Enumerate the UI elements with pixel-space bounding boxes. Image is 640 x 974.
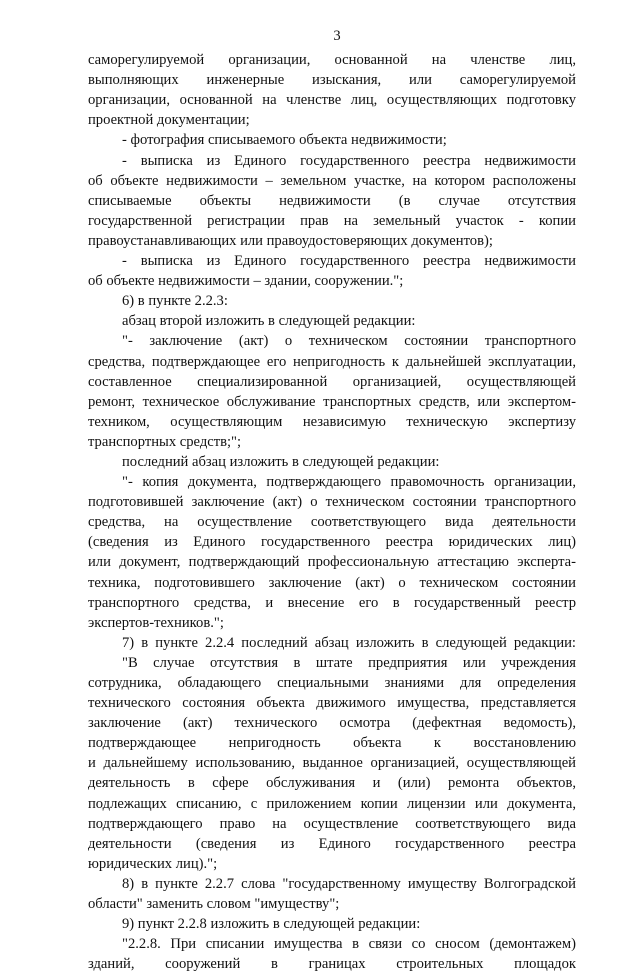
text-line: 7) в пункте 2.2.4 последний абзац изложить в следующей редакции: <box>122 634 576 651</box>
text-line: проектной документации; <box>88 112 250 129</box>
text-line: последний абзац изложить в следующей редакции: <box>122 453 440 470</box>
text-line: абзац второй изложить в следующей редакции: <box>122 313 416 330</box>
text-line: подлежащих списанию, с приложением копии лицензии или документа, <box>88 795 576 812</box>
text-line: транспортного средства, и внесение его в государственный реестр <box>88 594 576 611</box>
text-line: 8) в пункте 2.2.7 слова "государственному имуществу Волгоградской <box>122 875 576 892</box>
text-line: зданий, сооружений в границах строительных площадок <box>88 956 576 973</box>
text-line: организации, основанной на членстве лиц, осуществляющих подготовку <box>88 92 576 109</box>
text-line: деятельность в сфере обслуживания и (или) ремонта объектов, <box>88 775 576 792</box>
text-line: об объекте недвижимости – здании, сооружении."; <box>88 273 404 290</box>
text-line: экспертов-техников."; <box>88 614 224 631</box>
text-line: (сведения из Единого государственного реестра юридических лиц) <box>88 534 576 551</box>
text-line: сотрудника, обладающего специальными знаниями для определения <box>88 675 576 691</box>
text-line: и дальнейшему использованию, выданное организацией, осуществляющей <box>88 755 576 772</box>
text-line: средства, на осуществление соответствующего вида деятельности <box>88 514 576 531</box>
text-line: ремонт, техническое обслуживание транспортных средств, или экспертом- <box>88 393 576 410</box>
text-line: правоустанавливающих или правоудостоверяющих документов); <box>88 232 493 249</box>
text-line: техника, подготовившего заключение (акт) о техническом состоянии <box>88 574 576 591</box>
text-line: списываемые объекты недвижимости (в случае отсутствия <box>88 192 576 209</box>
text-line: юридических лиц)."; <box>88 855 218 872</box>
text-line: - фотография списываемого объекта недвижимости; <box>122 132 447 149</box>
text-line: "2.2.8. При списании имущества в связи со сносом (демонтажем) <box>122 936 576 953</box>
text-line: - выписка из Единого государственного реестра недвижимости <box>122 152 576 169</box>
text-line: или документ, подтверждающий профессиональную аттестацию эксперта- <box>88 554 576 571</box>
text-line: государственной регистрации прав на земельный участок - копии <box>88 212 576 229</box>
text-line: саморегулируемой организации, основанной на членстве лиц, <box>88 52 576 69</box>
text-line: подготовившей заключение (акт) о техническом состоянии транспортного <box>88 494 576 511</box>
text-line: "- заключение (акт) о техническом состоянии транспортного <box>122 333 576 350</box>
text-line: средства, подтверждающее его непригодность к дальнейшей эксплуатации, <box>88 353 576 370</box>
text-line: транспортных средств;"; <box>88 433 242 450</box>
text-line: об объекте недвижимости – земельном участке, на котором расположены <box>88 172 576 189</box>
text-line: - выписка из Единого государственного реестра недвижимости <box>122 253 576 270</box>
text-line: 6) в пункте 2.2.3: <box>122 293 228 310</box>
text-line: заключение (акт) технического осмотра (дефектная ведомость), <box>88 715 576 732</box>
document-page <box>88 26 576 974</box>
text-line: области" заменить словом "имуществу"; <box>88 896 340 913</box>
text-line: техником, осуществляющим независимую техническую экспертизу <box>88 413 576 430</box>
text-line: "В случае отсутствия в штате предприятия или учреждения <box>122 654 576 671</box>
document-body <box>88 50 576 974</box>
text-line: выполняющих инженерные изыскания, или саморегулируемой <box>88 72 576 89</box>
text-line: технического состояния объекта движимого имущества, представляется <box>88 695 576 712</box>
text-line: подтверждающее непригодность объекта к восстановлению <box>88 735 576 752</box>
text-line: составленное специализированной организацией, осуществляющей <box>88 373 576 390</box>
text-line: "- копия документа, подтверждающего правомочность организации, <box>122 474 576 491</box>
text-line: деятельности (сведения из Единого государственного реестра <box>88 835 576 852</box>
page-number: 3 <box>333 28 341 44</box>
text-line: подтверждающего право на осуществление соответствующего вида <box>88 815 576 832</box>
text-line: 9) пункт 2.2.8 изложить в следующей редакции: <box>122 916 421 933</box>
